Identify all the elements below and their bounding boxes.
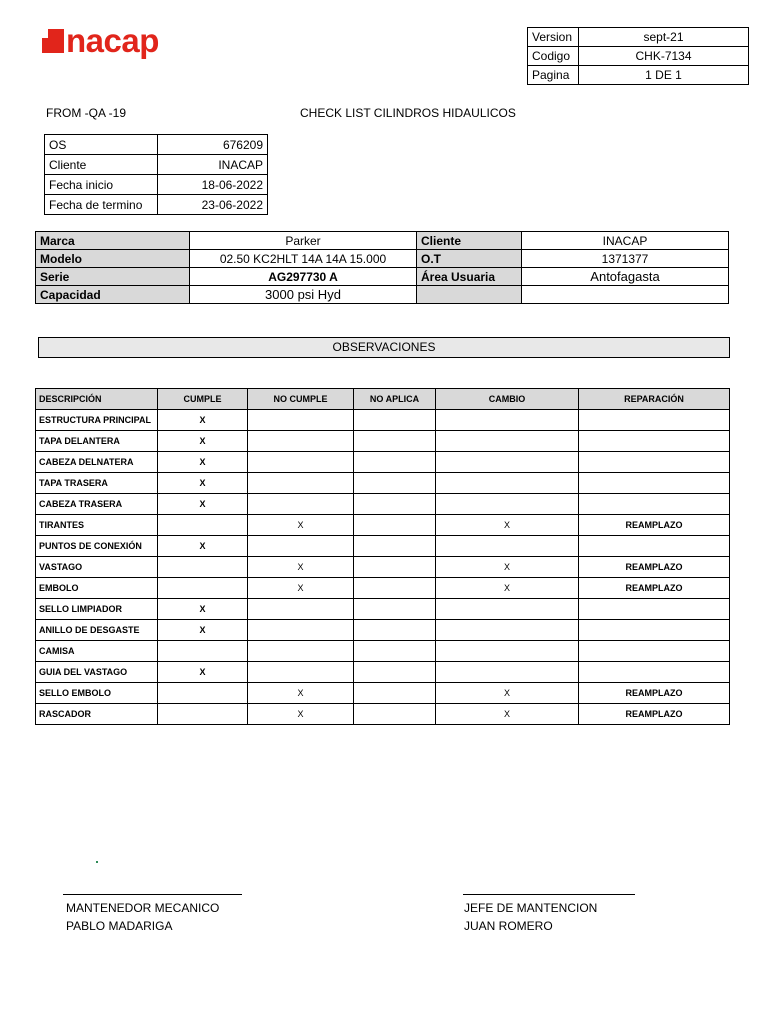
checklist-row (36, 536, 730, 557)
checklist-row (36, 620, 730, 641)
checklist-row (36, 683, 730, 704)
cambio-cell (436, 452, 579, 473)
reparacion-cell (579, 473, 730, 494)
no-cumple-cell (248, 536, 354, 557)
checklist-row (36, 662, 730, 683)
checklist-column-header: CAMBIO (436, 389, 579, 410)
no-cumple-cell: X (248, 683, 354, 704)
no-aplica-cell (354, 704, 436, 725)
reparacion-cell (579, 536, 730, 557)
cumple-cell: X (158, 494, 248, 515)
version-row (528, 28, 749, 47)
no-aplica-cell (354, 683, 436, 704)
item-description: EMBOLO (36, 578, 158, 599)
cambio-cell (436, 662, 579, 683)
cambio-cell (436, 431, 579, 452)
no-cumple-cell: X (248, 557, 354, 578)
checklist-column-header: NO CUMPLE (248, 389, 354, 410)
reparacion-cell: REAMPLAZO (579, 704, 730, 725)
cumple-cell (158, 578, 248, 599)
item-description: SELLO EMBOLO (36, 683, 158, 704)
cambio-cell: X (436, 704, 579, 725)
cambio-cell (436, 599, 579, 620)
reparacion-cell (579, 599, 730, 620)
checklist-row (36, 494, 730, 515)
no-aplica-cell (354, 662, 436, 683)
checklist-row (36, 599, 730, 620)
cambio-cell (436, 641, 579, 662)
reparacion-cell (579, 452, 730, 473)
work-order-row (45, 135, 268, 155)
checklist-row (36, 410, 730, 431)
no-aplica-cell (354, 599, 436, 620)
stray-dot (96, 861, 98, 863)
cumple-cell: X (158, 662, 248, 683)
area-label: Área Usuaria (417, 268, 522, 286)
checklist-row (36, 641, 730, 662)
cumple-cell (158, 641, 248, 662)
left-signer-role: MANTENEDOR MECANICO (66, 901, 220, 915)
no-cumple-cell (248, 410, 354, 431)
extra-label (417, 286, 522, 304)
item-description: PUNTOS DE CONEXIÓN (36, 536, 158, 557)
ot-value: 1371377 (522, 250, 729, 268)
no-cumple-cell: X (248, 515, 354, 536)
item-description: ESTRUCTURA PRINCIPAL (36, 410, 158, 431)
cumple-cell (158, 515, 248, 536)
inacap-logo (42, 22, 172, 62)
no-aplica-cell (354, 620, 436, 641)
cambio-cell (436, 620, 579, 641)
cambio-cell: X (436, 683, 579, 704)
item-description: TIRANTES (36, 515, 158, 536)
capacidad-label: Capacidad (36, 286, 190, 304)
cumple-cell: X (158, 431, 248, 452)
cambio-cell: X (436, 557, 579, 578)
reparacion-cell (579, 431, 730, 452)
checklist-row (36, 578, 730, 599)
cumple-cell (158, 704, 248, 725)
cumple-cell: X (158, 452, 248, 473)
no-cumple-cell (248, 599, 354, 620)
item-description: TAPA TRASERA (36, 473, 158, 494)
item-description: TAPA DELANTERA (36, 431, 158, 452)
cumple-cell: X (158, 473, 248, 494)
item-description: ANILLO DE DESGASTE (36, 620, 158, 641)
right-signer-role: JEFE DE MANTENCION (464, 901, 598, 915)
checklist-column-header: NO APLICA (354, 389, 436, 410)
work-order-label: OS (45, 135, 158, 155)
cambio-cell (436, 473, 579, 494)
no-aplica-cell (354, 410, 436, 431)
right-signer-name: JUAN ROMERO (464, 919, 553, 933)
no-aplica-cell (354, 494, 436, 515)
cliente-label: Cliente (417, 232, 522, 250)
spec-row (36, 232, 729, 250)
serie-value: AG297730 A (190, 268, 417, 286)
work-order-row (45, 155, 268, 175)
item-description: CAMISA (36, 641, 158, 662)
document-title: CHECK LIST CILINDROS HIDAULICOS (300, 106, 516, 120)
version-value: sept-21 (579, 28, 749, 47)
no-cumple-cell (248, 431, 354, 452)
checklist-header-row (36, 389, 730, 410)
capacidad-value: 3000 psi Hyd (190, 286, 417, 304)
version-label: Version (528, 28, 579, 47)
work-order-row (45, 175, 268, 195)
no-cumple-cell (248, 494, 354, 515)
marca-label: Marca (36, 232, 190, 250)
work-order-label: Cliente (45, 155, 158, 175)
spec-row (36, 268, 729, 286)
area-value: Antofagasta (522, 268, 729, 286)
cylinder-specs-table (35, 231, 729, 304)
reparacion-cell: REAMPLAZO (579, 515, 730, 536)
no-cumple-cell (248, 473, 354, 494)
work-order-label: Fecha de termino (45, 195, 158, 215)
cumple-cell: X (158, 620, 248, 641)
work-order-value: 18-06-2022 (158, 175, 268, 195)
marca-value: Parker (190, 232, 417, 250)
reparacion-cell (579, 662, 730, 683)
version-value: CHK-7134 (579, 47, 749, 66)
no-cumple-cell (248, 620, 354, 641)
cumple-cell (158, 683, 248, 704)
no-aplica-cell (354, 431, 436, 452)
version-label: Pagina (528, 66, 579, 85)
reparacion-cell (579, 494, 730, 515)
work-order-value: 23-06-2022 (158, 195, 268, 215)
reparacion-cell (579, 641, 730, 662)
version-table (527, 27, 749, 85)
checklist-row (36, 431, 730, 452)
spec-row (36, 286, 729, 304)
item-description: CABEZA TRASERA (36, 494, 158, 515)
item-description: VASTAGO (36, 557, 158, 578)
version-value: 1 DE 1 (579, 66, 749, 85)
work-order-value: INACAP (158, 155, 268, 175)
no-aplica-cell (354, 578, 436, 599)
cumple-cell: X (158, 599, 248, 620)
cumple-cell: X (158, 536, 248, 557)
item-description: RASCADOR (36, 704, 158, 725)
no-aplica-cell (354, 452, 436, 473)
logo-i-cutout (42, 29, 48, 38)
item-description: GUIA DEL VASTAGO (36, 662, 158, 683)
no-cumple-cell (248, 662, 354, 683)
left-signature-line (63, 894, 242, 895)
spec-row (36, 250, 729, 268)
checklist-column-header: DESCRIPCIÓN (36, 389, 158, 410)
no-cumple-cell (248, 641, 354, 662)
reparacion-cell: REAMPLAZO (579, 557, 730, 578)
cambio-cell: X (436, 578, 579, 599)
reparacion-cell: REAMPLAZO (579, 683, 730, 704)
checklist-column-header: REPARACIÓN (579, 389, 730, 410)
no-cumple-cell: X (248, 578, 354, 599)
observaciones-header: OBSERVACIONES (38, 337, 730, 358)
checklist-column-header: CUMPLE (158, 389, 248, 410)
cambio-cell (436, 536, 579, 557)
work-order-value: 676209 (158, 135, 268, 155)
cambio-cell (436, 494, 579, 515)
checklist-row (36, 557, 730, 578)
no-cumple-cell: X (248, 704, 354, 725)
cambio-cell: X (436, 515, 579, 536)
no-aplica-cell (354, 536, 436, 557)
no-cumple-cell (248, 452, 354, 473)
version-row (528, 47, 749, 66)
version-label: Codigo (528, 47, 579, 66)
checklist-row (36, 452, 730, 473)
no-aplica-cell (354, 557, 436, 578)
checklist-row (36, 704, 730, 725)
checklist-row (36, 473, 730, 494)
cambio-cell (436, 410, 579, 431)
work-order-table (44, 134, 268, 215)
form-code: FROM -QA -19 (46, 106, 127, 120)
item-description: CABEZA DELNATERA (36, 452, 158, 473)
reparacion-cell: REAMPLAZO (579, 578, 730, 599)
no-aplica-cell (354, 515, 436, 536)
work-order-label: Fecha inicio (45, 175, 158, 195)
checklist-row (36, 515, 730, 536)
ot-label: O.T (417, 250, 522, 268)
serie-label: Serie (36, 268, 190, 286)
extra-value (522, 286, 729, 304)
work-order-row (45, 195, 268, 215)
logo-text: nacap (66, 22, 159, 59)
left-signer-name: PABLO MADARIGA (66, 919, 173, 933)
modelo-label: Modelo (36, 250, 190, 268)
checklist-table (35, 388, 730, 725)
no-aplica-cell (354, 473, 436, 494)
cumple-cell: X (158, 410, 248, 431)
no-aplica-cell (354, 641, 436, 662)
cliente-value: INACAP (522, 232, 729, 250)
reparacion-cell (579, 410, 730, 431)
reparacion-cell (579, 620, 730, 641)
version-row (528, 66, 749, 85)
cumple-cell (158, 557, 248, 578)
item-description: SELLO LIMPIADOR (36, 599, 158, 620)
modelo-value: 02.50 KC2HLT 14A 14A 15.000 (190, 250, 417, 268)
right-signature-line (463, 894, 635, 895)
